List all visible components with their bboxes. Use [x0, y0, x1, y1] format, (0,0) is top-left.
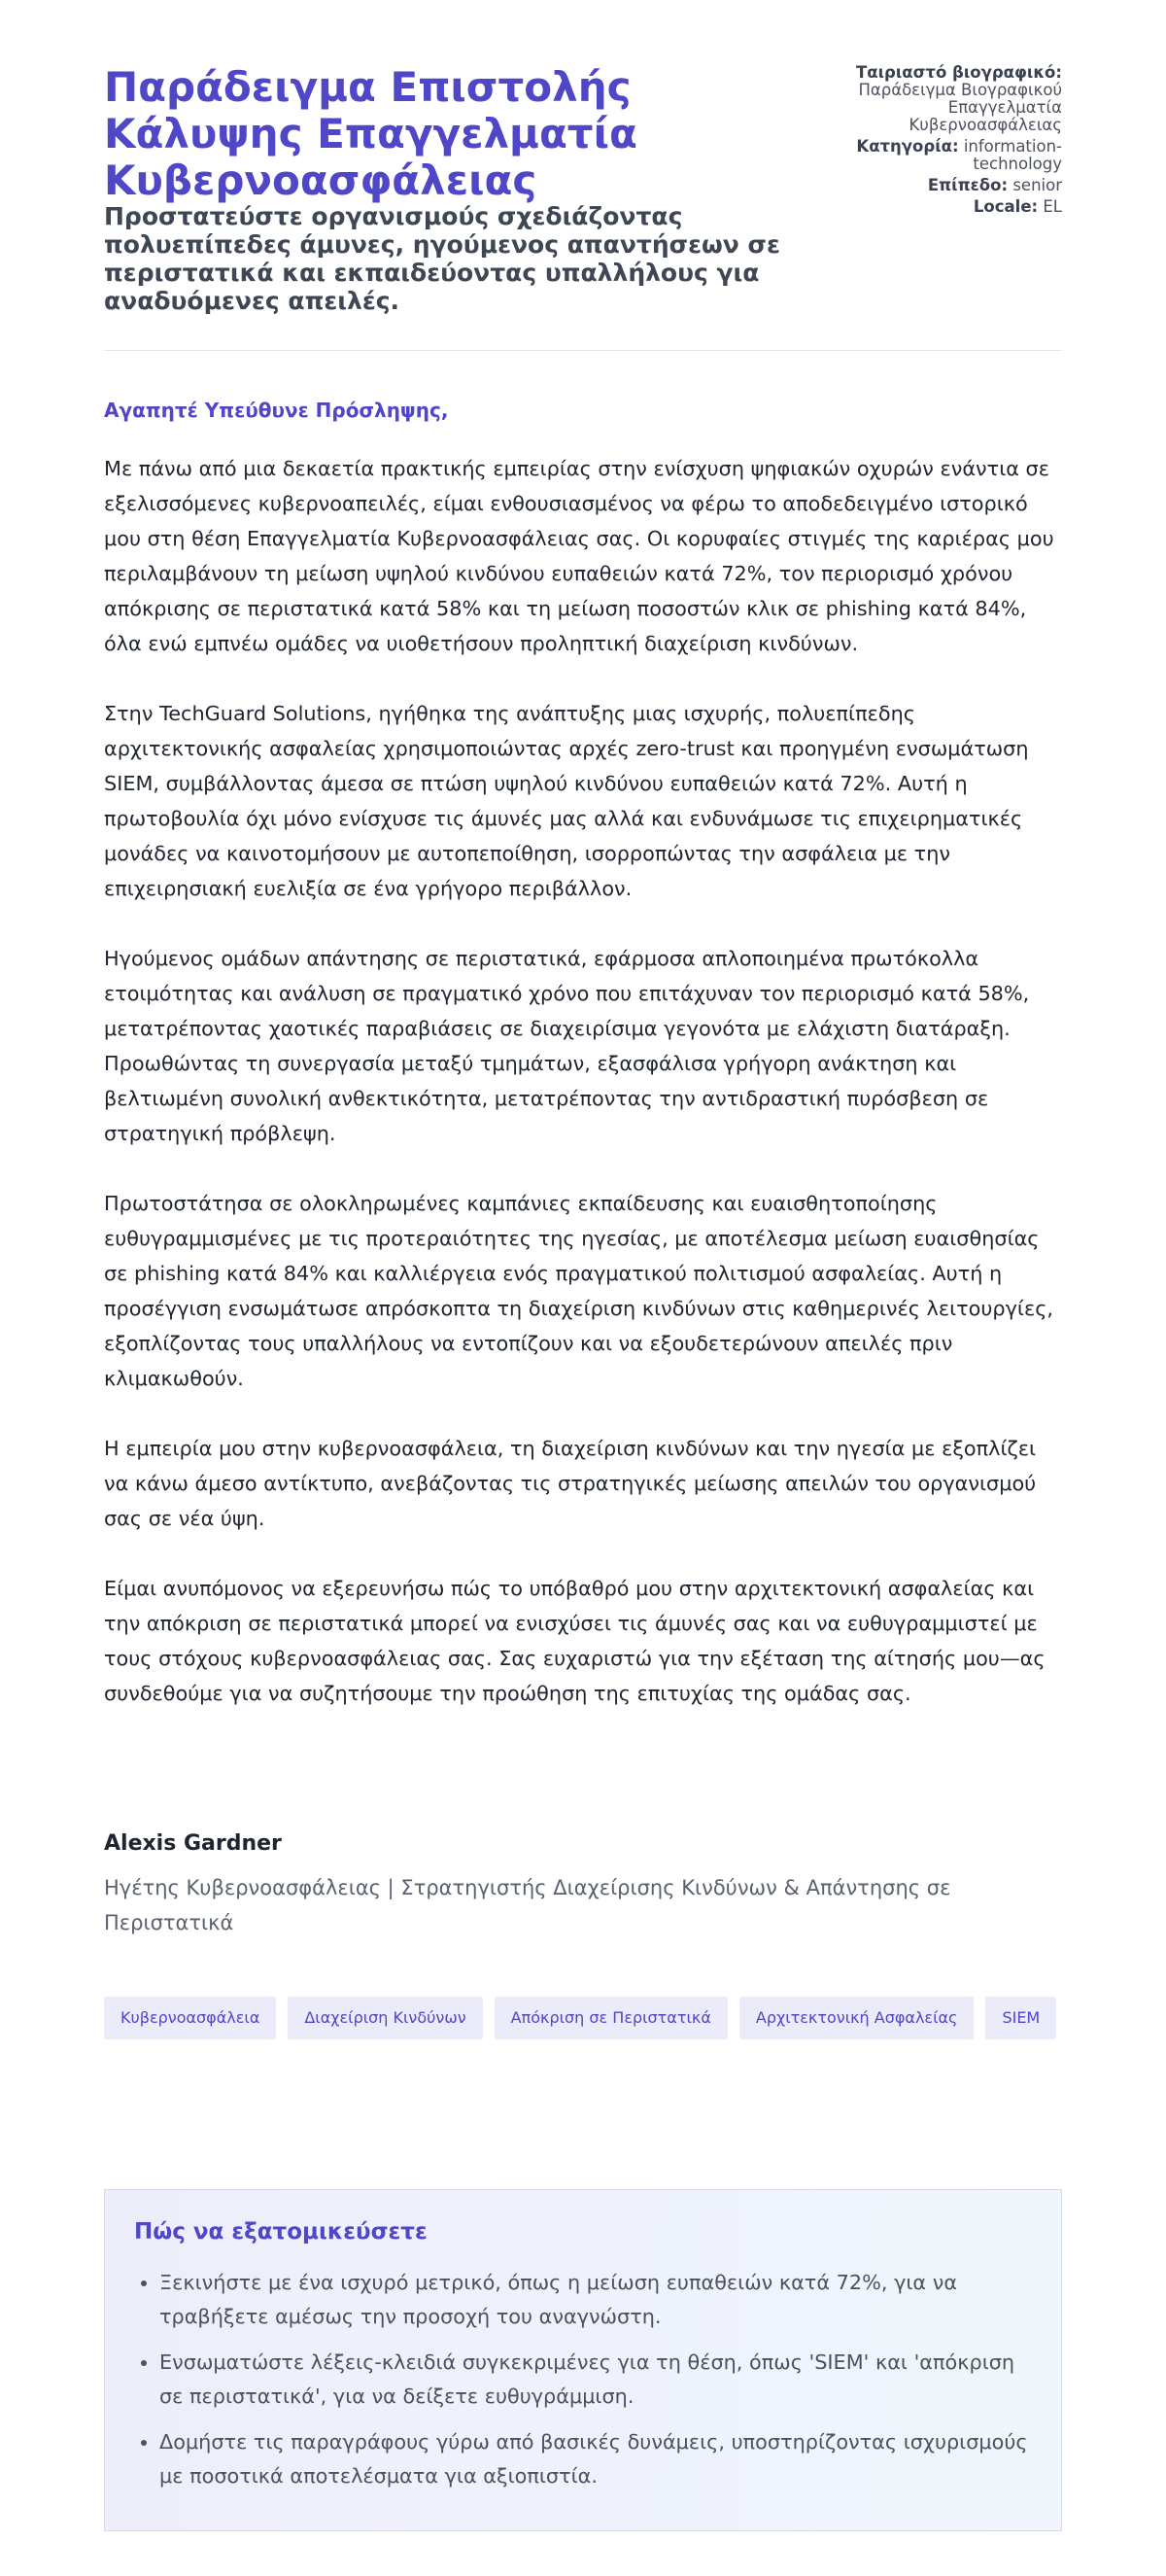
- tag: Διαχείριση Κινδύνων: [288, 1997, 482, 2039]
- meta-level-label: Επίπεδο:: [927, 176, 1009, 194]
- letter-greeting: Αγαπητέ Υπεύθυνε Πρόσληψης,: [104, 399, 449, 422]
- header-divider: [104, 350, 1062, 351]
- tips-title: Πώς να εξατομικεύσετε: [134, 2219, 428, 2245]
- tip-item: • Ενσωματώστε λέξεις-κλειδιά συγκεκριμένες για τη θέση, όπως 'SIEM' και 'απόκριση σε περιστατικά', για να δείξετε ευθυγράμμιση.: [159, 2346, 1032, 2414]
- document: [104, 63, 1062, 2488]
- signature-role: Ηγέτης Κυβερνοασφάλειας | Στρατηγιστής Διαχείρισης Κινδύνων & Απάντησης σε Περιστατικά: [104, 1876, 951, 1934]
- tag: Αρχιτεκτονική Ασφαλείας: [739, 1997, 975, 2039]
- letter-paragraph: Στην TechGuard Solutions, ηγήθηκα της ανάπτυξης μιας ισχυρής, πολυεπίπεδης αρχιτεκτονικής ασφαλείας χρησιμοποιώντας αρχές zero-trust και προηγμένη ενσωμάτωση SIEM, συμβάλλοντας άμεσα σε πτώση υψηλού κινδύνου ευπαθειών κατά 72%. Αυτή η πρωτοβουλία όχι μόνο ενίσχυσε τις άμυνές μας αλλά και ενδυνάμωσε τις επιχειρηματικές μονάδες να καινοτομήσουν με αυτοπεποίθηση, ισορροπώντας την ασφάλεια με την επιχειρησιακή ευελιξία σε ένα γρήγορο περιβάλλον.: [104, 702, 1029, 900]
- meta-panel: [839, 64, 1062, 220]
- meta-category: [839, 138, 1062, 173]
- tip-item: • Ξεκινήστε με ένα ισχυρό μετρικό, όπως η μείωση ευπαθειών κατά 72%, για να τραβήξετε αμέσως την προσοχή του αναγνώστη.: [159, 2266, 1032, 2334]
- letter-paragraph: Είμαι ανυπόμονος να εξερευνήσω πώς το υπόβαθρό μου στην αρχιτεκτονική ασφαλείας και την απόκριση σε περιστατικά μπορεί να ενισχύσει τις άμυνές σας και να ευθυγραμμιστεί με τους στόχους κυβερνοασφάλειας σας. Σας ευχαριστώ για την εξέταση της αίτησής μου—ας συνδεθούμε για να συζητήσουμε την προώθηση της επιτυχίας της ομάδας σας.: [104, 1577, 1046, 1705]
- meta-level: [839, 177, 1062, 194]
- customization-tips: [104, 2189, 1062, 2531]
- tip-item: • Δομήστε τις παραγράφους γύρω από βασικές δυνάμεις, υποστηρίζοντας ισχυρισμούς με ποσοτικά αποτελέσματα για αξιοπιστία.: [159, 2425, 1032, 2493]
- letter-paragraph: Με πάνω από μια δεκαετία πρακτικής εμπειρίας στην ενίσχυση ψηφιακών οχυρών ενάντια σε εξελισσόμενες κυβερνοαπειλές, είμαι ενθουσιασμένος να φέρω το αποδεδειγμένο ιστορικό μου στη θέση Επαγγελματία Κυβερνοασφάλειας σας. Οι κορυφαίες στιγμές της καριέρας μου περιλαμβάνουν τη μείωση υψηλού κινδύνου ευπαθειών κατά 72%, τον περιορισμό χρόνου απόκρισης σε περιστατικά κατά 58% και τη μείωση ποσοστών κλικ σε phishing κατά 84%, όλα ενώ εμπνέω ομάδες να υιοθετήσουν προληπτική διαχείριση κινδύνων.: [104, 457, 1054, 655]
- tips-list: [134, 2266, 1032, 2493]
- tag: Κυβερνοασφάλεια: [104, 1997, 276, 2039]
- letter-body: [104, 451, 1062, 1746]
- meta-locale: [839, 198, 1062, 216]
- document-header: [104, 64, 1062, 351]
- meta-category-value: information-technology: [963, 137, 1062, 173]
- meta-resume: [839, 64, 1062, 134]
- tag: Απόκριση σε Περιστατικά: [495, 1997, 728, 2039]
- tag-list: [104, 1997, 1062, 2039]
- tag: SIEM: [985, 1997, 1056, 2039]
- letter-paragraph: Πρωτοστάτησα σε ολοκληρωμένες καμπάνιες εκπαίδευσης και ευαισθητοποίησης ευθυγραμμισμένες με τις προτεραιότητες της ηγεσίας, με αποτέλεσμα μείωση ευαισθησίας σε phishing κατά 84% και καλλιέργεια ενός πραγματικού πολιτισμού ασφαλείας. Αυτή η προσέγγιση ενσωμάτωσε απρόσκοπτα τη διαχείριση κινδύνων στις καθημερινές λειτουργίες, εξοπλίζοντας τους υπαλλήλους να εντοπίζουν και να εξουδετερώνουν απειλές πριν κλιμακωθούν.: [104, 1192, 1054, 1390]
- letter-paragraph: Ηγούμενος ομάδων απάντησης σε περιστατικά, εφάρμοσα απλοποιημένα πρωτόκολλα ετοιμότητας και ανάλυση σε πραγματικό χρόνο που επιτάχυναν τον περιορισμό κατά 58%, μετατρέποντας χαοτικές παραβιάσεις σε διαχειρίσιμα γεγονότα με ελάχιστη διατάραξη. Προωθώντας τη συνεργασία μεταξύ τμημάτων, εξασφάλισα γρήγορη ανάκτηση και βελτιωμένη συνολική ανθεκτικότητα, μετατρέποντας την αντιδραστική πυρόσβεση σε στρατηγική πρόβλεψη.: [104, 947, 1030, 1145]
- meta-level-value: senior: [1012, 176, 1062, 194]
- page-title: Παράδειγμα Επιστολής Κάλυψης Επαγγελματία Κυβερνοασφάλειας: [104, 63, 637, 204]
- meta-resume-label: Ταιριαστό βιογραφικό:: [855, 63, 1062, 82]
- signature-name: Alexis Gardner: [104, 1831, 282, 1856]
- page-subtitle: Προστατεύστε οργανισμούς σχεδιάζοντας πολυεπίπεδες άμυνες, ηγούμενος απαντήσεων σε περιστατικά και εκπαιδεύοντας υπαλλήλους για αναδυόμενες απειλές.: [104, 202, 780, 315]
- letter-paragraph: Η εμπειρία μου στην κυβερνοασφάλεια, τη διαχείριση κινδύνων και την ηγεσία με εξοπλίζει να κάνω άμεσο αντίκτυπο, ανεβάζοντας τις στρατηγικές μείωσης απειλών του οργανισμού σας σε νέα ύψη.: [104, 1437, 1037, 1530]
- meta-resume-value: Παράδειγμα Βιογραφικού Επαγγελματία Κυβερνοασφάλειας: [858, 81, 1062, 134]
- meta-category-label: Κατηγορία:: [856, 137, 959, 156]
- meta-locale-label: Locale:: [973, 197, 1039, 216]
- meta-locale-value: EL: [1043, 197, 1062, 216]
